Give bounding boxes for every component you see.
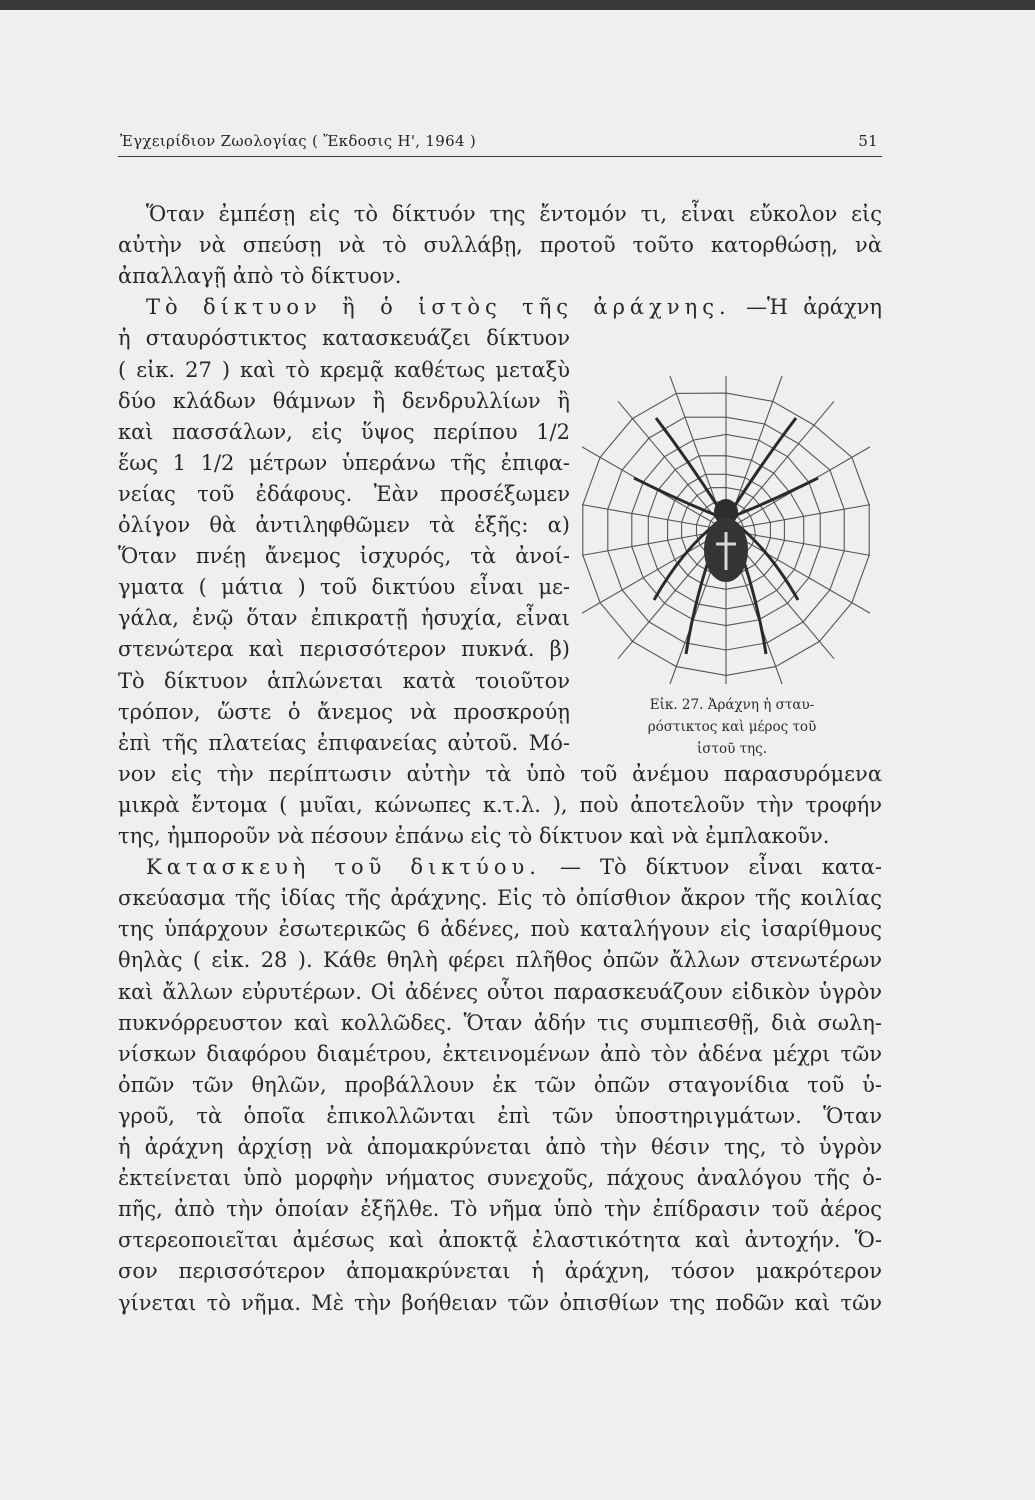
line-text: γάλα, ἐνῷ ὅταν ἐπικρατῇ ἡσυχία, εἶναι	[118, 606, 570, 631]
line-text: σκεύασμα τῆς ἰδίας τῆς ἀράχνης. Εἰς τὸ ὀπίσθιον ἄκρον τῆς κοιλίας	[118, 886, 882, 911]
text-line	[118, 633, 570, 665]
web-radial-thread	[618, 401, 726, 530]
line-text: Τὸ δίκτυον ἁπλώνεται κατὰ τοιοῦτον	[118, 668, 570, 693]
line-text: ἐκτείνεται ὑπὸ μορφὴν νήματος συνεχοῦς, πάχους ἀναλόγου τῆς ὀ-	[118, 1166, 882, 1191]
line-text: πυκνόρρευστον καὶ κολλῶδες. Ὅταν ἀδήν τις συμπιεσθῇ, διὰ σωλη-	[118, 1010, 882, 1035]
spider-illustration	[578, 372, 874, 688]
page-number: 51	[858, 132, 878, 150]
line-text: της, ἠμποροῦν νὰ πέσουν ἐπάνω εἰς τὸ δίκτυον καὶ νὰ ἐμπλακοῦν.	[118, 824, 830, 848]
text-line	[118, 727, 570, 759]
text-line	[118, 696, 570, 728]
line-text: — Τὸ δίκτυον εἶναι κατα-	[559, 855, 882, 880]
text-line	[118, 447, 570, 479]
line-text: γροῦ, τὰ ὁποῖα ἐπικολλῶνται ἐπὶ τῶν ὑποστηριγμάτων. Ὅταν	[118, 1103, 882, 1128]
line-text: στενώτερα καὶ περισσότερον πυκνά. β)	[118, 637, 570, 662]
text-line	[118, 1131, 882, 1163]
text-line	[118, 602, 570, 634]
scan-edge	[0, 0, 1035, 10]
line-text: αὐτὴν νὰ σπεύσῃ νὰ τὸ συλλάβῃ, προτοῦ τοῦτο κατορθώσῃ, νὰ	[118, 233, 882, 258]
text-line	[146, 198, 882, 230]
line-text: ( εἰκ. 27 ) καὶ τὸ κρεμᾷ καθέτως μεταξὺ	[118, 357, 570, 382]
line-text: πῆς, ἀπὸ τὴν ὁποίαν ἐξῆλθε. Τὸ νῆμα ὑπὸ τὴν ἐπίδρασιν τοῦ ἀέρος	[118, 1197, 882, 1222]
line-text: ἐπὶ τῆς πλατείας ἐπιφανείας αὐτοῦ. Μό-	[118, 730, 570, 755]
section-heading: Τὸ δίκτυον ἢ ὁ ἱστὸς τῆς ἀράχνης.	[146, 295, 731, 320]
line-text: ὀπῶν τῶν θηλῶν, προβάλλουν ἐκ τῶν ὀπῶν σταγονίδια τοῦ ὑ-	[118, 1072, 882, 1097]
text-line	[118, 385, 570, 417]
line-text: Ὅταν ἐμπέσῃ εἰς τὸ δίκτυόν της ἔντομόν τι, εἶναι εὔκολον εἰς	[146, 202, 882, 226]
text-line	[118, 1193, 882, 1225]
line-text: καὶ πασσάλων, εἰς ὕψος περίπου 1/2	[118, 419, 570, 444]
caption-line: ἱστοῦ της.	[696, 741, 767, 757]
line-text: θηλὰς ( εἰκ. 28 ). Κάθε θηλὴ φέρει πλῆθος ὀπῶν ἄλλων στενωτέρων	[118, 948, 882, 973]
line-text: της ὑπάρχουν ἐσωτερικῶς 6 ἀδένες, ποὺ καταλήγουν εἰς ἰσαρίθμους	[118, 917, 882, 942]
text-line	[118, 1287, 882, 1319]
line-text: μικρὰ ἔντομα ( μυῖαι, κώνωπες κ.τ.λ. ), ποὺ ἀποτελοῦν τὴν τροφήν	[118, 792, 882, 817]
text-line	[146, 851, 882, 883]
text-line	[118, 1100, 882, 1132]
line-text: —Ἡ ἀράχνη	[746, 295, 882, 320]
figure-caption	[598, 694, 866, 760]
line-text: καὶ ἄλλων εὐρυτέρων. Οἱ ἀδένες οὗτοι παρασκευάζουν εἰδικὸν ὑγρὸν	[118, 979, 882, 1004]
running-header	[120, 128, 880, 154]
text-line	[118, 322, 570, 354]
text-line	[118, 1069, 882, 1101]
caption-line: ρόστικτος καὶ μέρος τοῦ	[647, 719, 817, 735]
line-text: νείας τοῦ ἐδάφους. Ἐὰν προσέξωμεν	[118, 481, 570, 506]
text-line	[118, 758, 882, 790]
text-line	[146, 291, 882, 323]
text-line	[118, 820, 882, 852]
text-line	[118, 571, 570, 603]
text-line	[118, 1224, 882, 1256]
line-text: τρόπον, ὥστε ὁ ἄνεμος νὰ προσκρούῃ	[118, 699, 570, 724]
text-line	[118, 509, 570, 541]
text-line	[118, 944, 882, 976]
line-text: στερεοποιεῖται ἀμέσως καὶ ἀποκτᾷ ἐλαστικότητα καὶ ἀντοχήν. Ὅ-	[118, 1228, 882, 1253]
text-line	[118, 1007, 882, 1039]
header-title: Ἐγχειρίδιον Ζωολογίας ( Ἔκδοσις Η', 1964 )	[120, 132, 477, 150]
text-line	[118, 260, 882, 292]
spider-web-figure	[578, 372, 874, 688]
line-text: σον περισσότερον ἀπομακρύνεται ἡ ἀράχνη, τόσον μακρότερον	[118, 1259, 882, 1284]
caption-line: Εἰκ. 27. Ἀράχνη ἡ σταυ-	[649, 697, 815, 713]
line-text: ἕως 1 1/2 μέτρων ὑπεράνω τῆς ἐπιφα-	[118, 450, 570, 475]
line-text: ἡ σταυρόστικτος κατασκευάζει δίκτυον	[118, 326, 570, 351]
text-line	[118, 229, 882, 261]
text-line	[118, 1255, 882, 1287]
spider-leg	[634, 478, 718, 516]
text-line	[118, 540, 570, 572]
text-line	[118, 1038, 882, 1070]
text-line	[118, 913, 882, 945]
section-heading: Κατασκευὴ τοῦ δικτύου.	[146, 855, 541, 880]
spider-leg	[732, 418, 796, 510]
line-text: ἀπαλλαγῇ ἀπὸ τὸ δίκτυον.	[118, 264, 402, 289]
text-line	[118, 789, 882, 821]
line-text: νον εἰς τὴν περίπτωσιν αὐτὴν τὰ ὑπὸ τοῦ ἀνέμου παρασυρόμενα	[118, 761, 882, 786]
line-text: Ὅταν πνέῃ ἄνεμος ἰσχυρός, τὰ ἀνοί-	[118, 544, 570, 569]
header-rule	[118, 156, 882, 157]
spider-leg	[734, 478, 818, 516]
line-text: ἡ ἀράχνη ἀρχίσῃ νὰ ἀπομακρύνεται ἀπὸ τὴν θέσιν της, τὸ ὑγρὸν	[118, 1135, 882, 1159]
line-text: δύο κλάδων θάμνων ἢ δενδρυλλίων ἢ	[118, 388, 570, 413]
text-line	[118, 1162, 882, 1194]
text-line	[118, 976, 882, 1008]
text-line	[118, 882, 882, 914]
text-line	[118, 416, 570, 448]
line-text: ὀλίγον θὰ ἀντιληφθῶμεν τὰ ἑξῆς: α)	[118, 513, 570, 537]
text-line	[118, 478, 570, 510]
text-line	[118, 665, 570, 697]
line-text: γίνεται τὸ νῆμα. Μὲ τὴν βοήθειαν τῶν ὀπισθίων της ποδῶν καὶ τῶν	[118, 1290, 882, 1315]
text-line	[118, 354, 570, 386]
line-text: γματα ( μάτια ) τοῦ δικτύου εἶναι με-	[118, 575, 570, 600]
spider-leg	[656, 418, 720, 510]
line-text: νίσκων διαφόρου διαμέτρου, ἐκτεινομένων ἀπὸ τὸν ἀδένα μέχρι τῶν	[118, 1041, 882, 1066]
